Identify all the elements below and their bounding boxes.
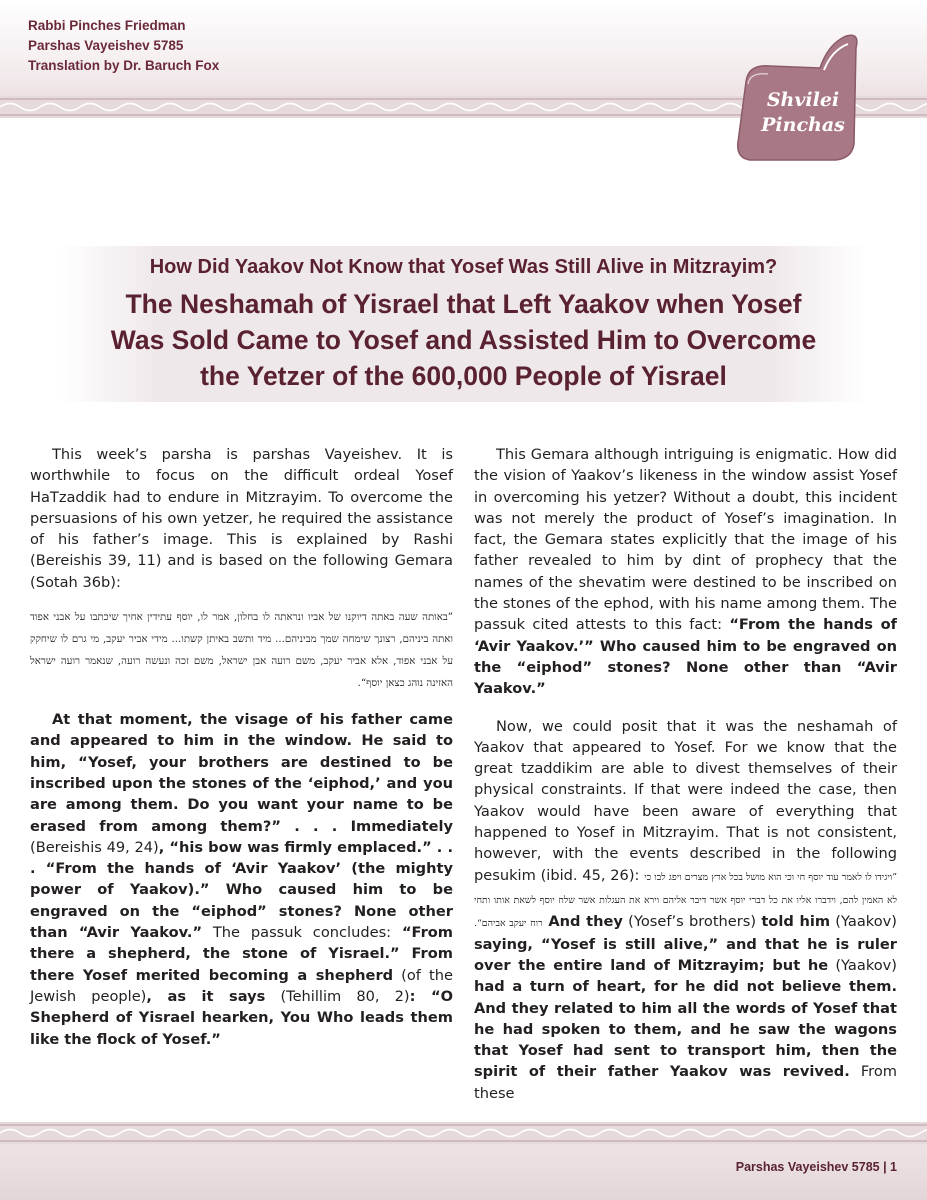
normal-span: (of the Jewish people) — [30, 966, 453, 1005]
article-subtitle: How Did Yaakov Not Know that Yosef Was Still Alive in Mitzrayim? — [149, 256, 778, 278]
logo-line-2: Pinchas — [761, 114, 845, 136]
bold-span: At that moment, the visage of his father came and appeared to him in the window. He said to him, “Yosef, your brothers are destined to be inscribed upon the stones of the ‘eiphod,’ and you are among them. Do you want your name to be erased from among them?” . . . Immediately — [30, 711, 453, 835]
title-block — [60, 246, 867, 402]
logo-text — [738, 88, 868, 138]
translator-credit: Translation by Dr. Baruch Fox — [28, 58, 220, 73]
bottom-ornamental-band — [0, 1122, 927, 1144]
logo-line-1: Shvilei — [766, 89, 840, 111]
parsha-name: Parshas Vayeishev 5785 — [28, 38, 184, 53]
left-paragraph-2 — [30, 709, 453, 1050]
bold-span: saying, “Yosef is still alive,” and that he is ruler over the entire land of Mitzrayim; but he — [474, 935, 897, 974]
normal-span: (Tehillim 80, 2) — [265, 987, 410, 1005]
bold-span: , as it says — [146, 987, 266, 1005]
normal-span: From these — [474, 1063, 897, 1102]
normal-span: (Bereishis 49, 24) — [30, 838, 159, 856]
hebrew-gemara-quote: ”באותה שעה באתה דיוקנו של אביו ונראתה לו בחלון, אמר לו, יוסף עתידין אחיך שיכתבו על אבני אפוד ואתה ביניהם, רצונך שימחה שמך מביניהם... מיד ותשב באיתן קשתו... מידי אביר יעקב, מי גרם לו שיחקק על אבני אפוד, אלא אביר יעקב, משם רועה אבן ישראל, משם זכה ונעשה רועה, שנאמר רועה ישראל האזינה נוהג כצאן יוסף“. — [30, 612, 453, 690]
normal-span: (Yosef’s brothers) — [622, 912, 762, 930]
bold-span: told him — [761, 912, 831, 930]
main-title-line-1: The Neshamah of Yisrael that Left Yaakov when Yosef — [125, 289, 802, 319]
left-paragraph-1: This week’s parsha is parshas Vayeishev. It is worthwhile to focus on the difficult ordeal Yosef HaTzaddik had to endure in Mitzrayim. To overcome the persuasions of his own yetzer, he required the assistance of his father’s image. This is explained by Rashi (Bereishis 39, 11) and is based on the following Gemara (Sotah 36b): — [30, 446, 453, 591]
bold-span: “From the hands of ‘Avir Yaakov.’” Who caused him to be engraved on the “eiphod” stones? None other than “Avir Yaakov.” — [474, 616, 898, 698]
main-title-line-2: Was Sold Came to Yosef and Assisted Him to Overcome — [110, 325, 817, 355]
main-title-line-3: the Yetzer of the 600,000 People of Yisrael — [200, 361, 727, 391]
normal-span: (Yaakov) — [828, 956, 898, 974]
normal-span: Now, we could posit that it was the neshamah of Yaakov that appeared to Yosef. For we know that the great tzaddikim are able to divest themselves of their physical constraints. If that were indeed the case, then Yaakov would have been aware of everything that happened to Yosef in Mitzrayim. That is not consistent, however, with the events described in the following pesukim (ibid. 45, 26): — [474, 717, 897, 884]
bold-span: “From there a shepherd, the stone of Yisrael.” From there Yosef merited becoming a shepherd — [30, 924, 453, 984]
hebrew-inline-quote: ”ויגידו לו לאמר עוד יוסף חי וכי הוא מושל בכל ארץ מצרים ויפג לבו כי לא האמין להם, וידברו אליו את כל דברי יוסף אשר דיבר אליהם וירא את העגלות אשר שלח יוסף לשאת אותו ותחי רוח יעקב אביהם“. — [474, 871, 897, 929]
author-name: Rabbi Pinches Friedman — [28, 18, 186, 33]
normal-span: This Gemara although intriguing is enigmatic. How did the vision of Yaakov’s likeness in the window assist Yosef in overcoming his yetzer? Without a doubt, this incident was not merely the product of Yosef’s imagination. In fact, the Gemara states explicitly that the image of his father revealed to him by dint of prophecy that the names of the shevatim were destined to be inscribed on the stones of the ephod, with his name among them. The passuk cited attests to this fact: — [474, 446, 897, 634]
byline — [28, 16, 219, 76]
right-column — [474, 444, 897, 1104]
right-paragraph-1 — [474, 444, 897, 700]
right-paragraph-2 — [474, 716, 897, 1104]
page-footer-label: Parshas Vayeishev 5785 | 1 — [735, 1160, 897, 1174]
bold-span: And they — [542, 912, 623, 930]
article-main-title — [60, 286, 867, 394]
normal-span: (Yaakov) — [830, 912, 897, 930]
bold-span: : “O Shepherd of Yisrael hearken, You Who leads them like the flock of Yosef.” — [30, 987, 453, 1048]
bold-span: had a turn of heart, for he did not believe them. And they related to him all the words of Yosef that he had spoken to them, and he saw the wagons that Yosef had sent to transport him, then the spirit of their father Yaakov was revived. — [474, 978, 897, 1081]
left-column — [30, 444, 453, 1050]
normal-span: The passuk concludes: — [202, 924, 402, 942]
bold-span: , “his bow was firmly emplaced.” . . . “From the hands of ‘Avir Yaakov’ (the mighty power of Yaakov).” Who caused him to be engraved on the “eiphod” stones? None other than “Avir Yaakov.” — [30, 838, 453, 942]
